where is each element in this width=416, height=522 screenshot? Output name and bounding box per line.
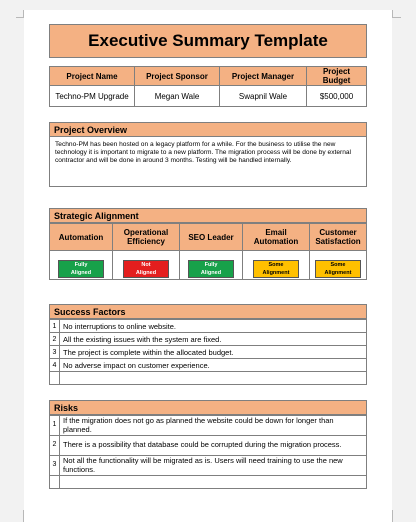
list-item	[60, 476, 367, 489]
header-project-budget: Project Budget	[307, 67, 367, 86]
list-item: No interruptions to online website.	[60, 320, 367, 333]
list-item: The project is complete within the allocated budget.	[60, 346, 367, 359]
alignment-col-operational-efficiency: Operational Efficiency	[113, 224, 180, 251]
project-budget-value: $500,000	[307, 86, 367, 107]
header-project-manager: Project Manager	[220, 67, 307, 86]
project-sponsor-value: Megan Wale	[135, 86, 220, 107]
table-row: 2 All the existing issues with the system are fixed.	[50, 333, 367, 346]
list-item: No adverse impact on customer experience.	[60, 359, 367, 372]
list-item: If the migration does not go as planned the website could be down for longer than planned.	[60, 416, 367, 436]
status-badge-seo-leader: Fully Aligned	[188, 260, 234, 278]
list-item: All the existing issues with the system are fixed.	[60, 333, 367, 346]
alignment-col-seo-leader: SEO Leader	[180, 224, 243, 251]
list-item: Not all the functionality will be migrated as is. Users will need training to use the new functions.	[60, 456, 367, 476]
crop-mark-bottom-right	[392, 510, 393, 522]
table-row	[50, 476, 367, 489]
table-row: 1 No interruptions to online website.	[50, 320, 367, 333]
alignment-col-customer-satisfaction: Customer Satisfaction	[310, 224, 367, 251]
header-project-sponsor: Project Sponsor	[135, 67, 220, 86]
alignment-col-automation: Automation	[50, 224, 113, 251]
list-item	[60, 372, 367, 385]
success-factors-table	[49, 319, 367, 385]
project-name-value: Techno-PM Upgrade	[50, 86, 135, 107]
success-factors-section	[49, 304, 367, 385]
alignment-col-email-automation: Email Automation	[243, 224, 310, 251]
project-overview-text: Techno-PM has been hosted on a legacy platform for a while. For the business to utilise the new technology it is important to migrate to a new platform. The migration process will be done by external contractor and will be done in around 3 months. Testing will be handled internally.	[49, 137, 367, 187]
table-row: 3 Not all the functionality will be migrated as is. Users will need training to use the new functions.	[50, 456, 367, 476]
header-project-name: Project Name	[50, 67, 135, 86]
risks-section	[49, 400, 367, 489]
status-badge-automation: Fully Aligned	[58, 260, 104, 278]
table-row: 3 The project is complete within the allocated budget.	[50, 346, 367, 359]
table-row	[50, 372, 367, 385]
risks-heading: Risks	[49, 400, 367, 415]
project-info-table	[49, 66, 367, 107]
status-badge-email-automation: Some Alignment	[253, 260, 299, 278]
project-overview-section	[49, 122, 367, 187]
table-row: 4 No adverse impact on customer experience.	[50, 359, 367, 372]
status-badge-customer-satisfaction: Some Alignment	[315, 260, 361, 278]
list-item: There is a possibility that database could be corrupted during the migration process.	[60, 436, 367, 456]
document-title: Executive Summary Template	[49, 24, 367, 58]
success-factors-heading: Success Factors	[49, 304, 367, 319]
table-row: 2 There is a possibility that database could be corrupted during the migration process.	[50, 436, 367, 456]
crop-mark-top-left-h	[16, 17, 24, 18]
strategic-alignment-section	[49, 208, 367, 280]
risks-table	[49, 415, 367, 489]
document-page	[24, 10, 392, 522]
project-overview-heading: Project Overview	[49, 122, 367, 137]
strategic-alignment-table	[49, 223, 367, 280]
status-badge-operational-efficiency: Not Aligned	[123, 260, 169, 278]
strategic-alignment-heading: Strategic Alignment	[49, 208, 367, 223]
crop-mark-bottom-left	[23, 510, 24, 522]
crop-mark-top-right-h	[393, 17, 401, 18]
project-manager-value: Swapnil Wale	[220, 86, 307, 107]
table-row: 1 If the migration does not go as planned the website could be down for longer than planned.	[50, 416, 367, 436]
